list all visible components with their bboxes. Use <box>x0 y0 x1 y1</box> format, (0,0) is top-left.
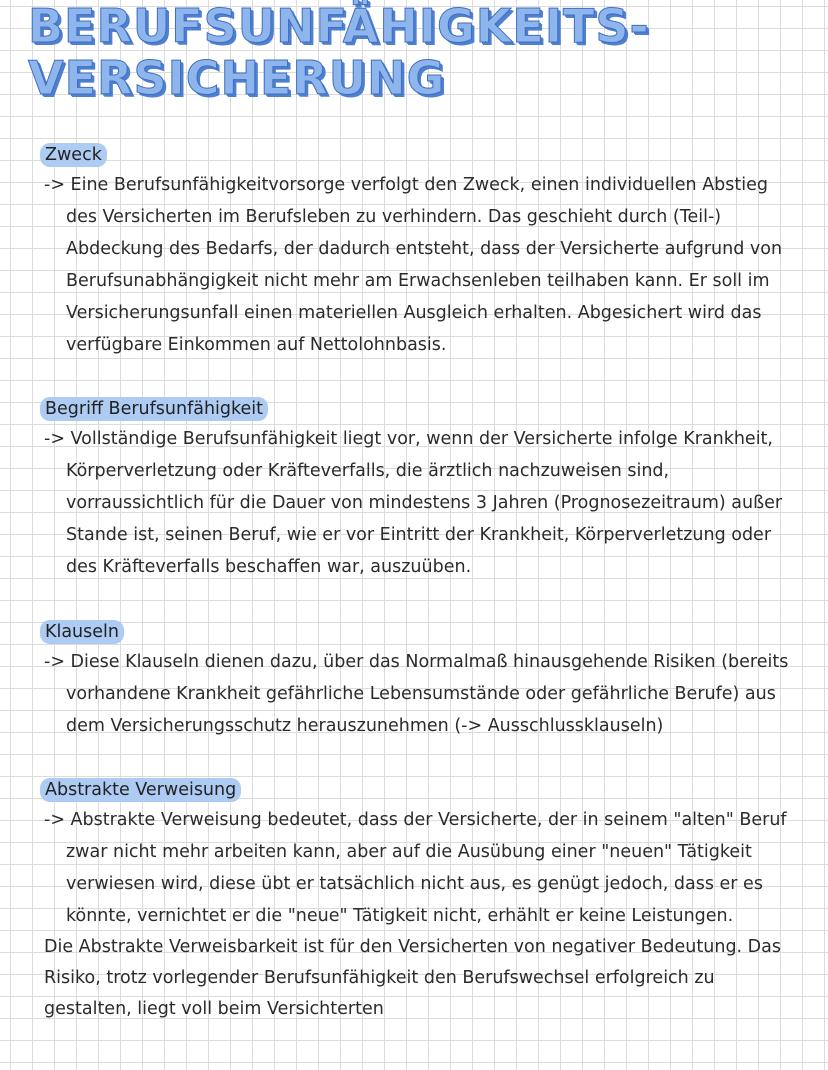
section-body-zweck: -> Eine Berufsunfähigkeitvorsorge verfolgt den Zweck, einen individuellen Abstieg des Versicherten im Berufsleben zu verhindern. Das geschieht durch (Teil-) Abdeckung des Bedarfs, der dadurch entsteht, dass der Versicherte aufgrund von Berufsunabhängigkeit nicht mehr am Erwachsenleben teilhaben kann. Er soll im Versicherungsunfall einen materiellen Ausgleich erhalten. Abgesichert wird das verfügbare Einkommen auf Nettolohnbasis. <box>44 175 783 355</box>
title-line-2: VERSICHERUNG <box>28 51 446 105</box>
section-klauseln <box>44 620 804 742</box>
section-heading-klauseln: Klauseln <box>40 620 124 644</box>
section-verweisung <box>44 778 804 1025</box>
section-begriff <box>44 397 804 583</box>
section-extra-verweisung: Die Abstrakte Verweisbarkeit ist für den Versicherten von negativer Bedeutung. Das Risiko, trotz vorlegender Berufsunfähigkeit den Berufswechsel erfolgreich zu gestalten, liegt voll beim Versichterten <box>44 937 781 1019</box>
section-heading-begriff: Begriff Berufsunfähigkeit <box>40 397 268 421</box>
section-heading-verweisung: Abstrakte Verweisung <box>40 778 241 802</box>
section-body-klauseln: -> Diese Klauseln dienen dazu, über das Normalmaß hinausgehende Risiken (bereits vorhandene Krankheit gefährliche Lebensumstände oder gefährliche Berufe) aus dem Versicherungsschutz herauszunehmen (-> Ausschlussklauseln) <box>44 652 789 736</box>
section-body-verweisung: -> Abstrakte Verweisung bedeutet, dass der Versicherte, der in seinem "alten" Beruf zwar nicht mehr arbeiten kann, aber auf die Ausübung einer "neuen" Tätigkeit verwiesen wird, diese übt er tatsächlich nicht aus, es genügt jedoch, dass er es könnte, vernichtet er die "neue" Tätigkeit nicht, erhählt er keine Leistungen. <box>44 810 787 926</box>
section-zweck <box>44 143 804 361</box>
section-body-begriff: -> Vollständige Berufsunfähigkeit liegt vor, wenn der Versicherte infolge Krankheit, Körperverletzung oder Kräfteverfalls, die ärztlich nachzuweisen sind, vorraussichtlich für die Dauer von mindestens 3 Jahren (Prognosezeitraum) außer Stande ist, seinen Beruf, wie er vor Eintritt der Krankheit, Körperverletzung oder des Kräfteverfalls beschaffen war, auszuüben. <box>44 429 783 577</box>
page-title <box>28 0 650 104</box>
title-line-1: BERUFSUNFÄHIGKEITS- <box>28 0 650 53</box>
section-heading-zweck: Zweck <box>40 143 107 167</box>
